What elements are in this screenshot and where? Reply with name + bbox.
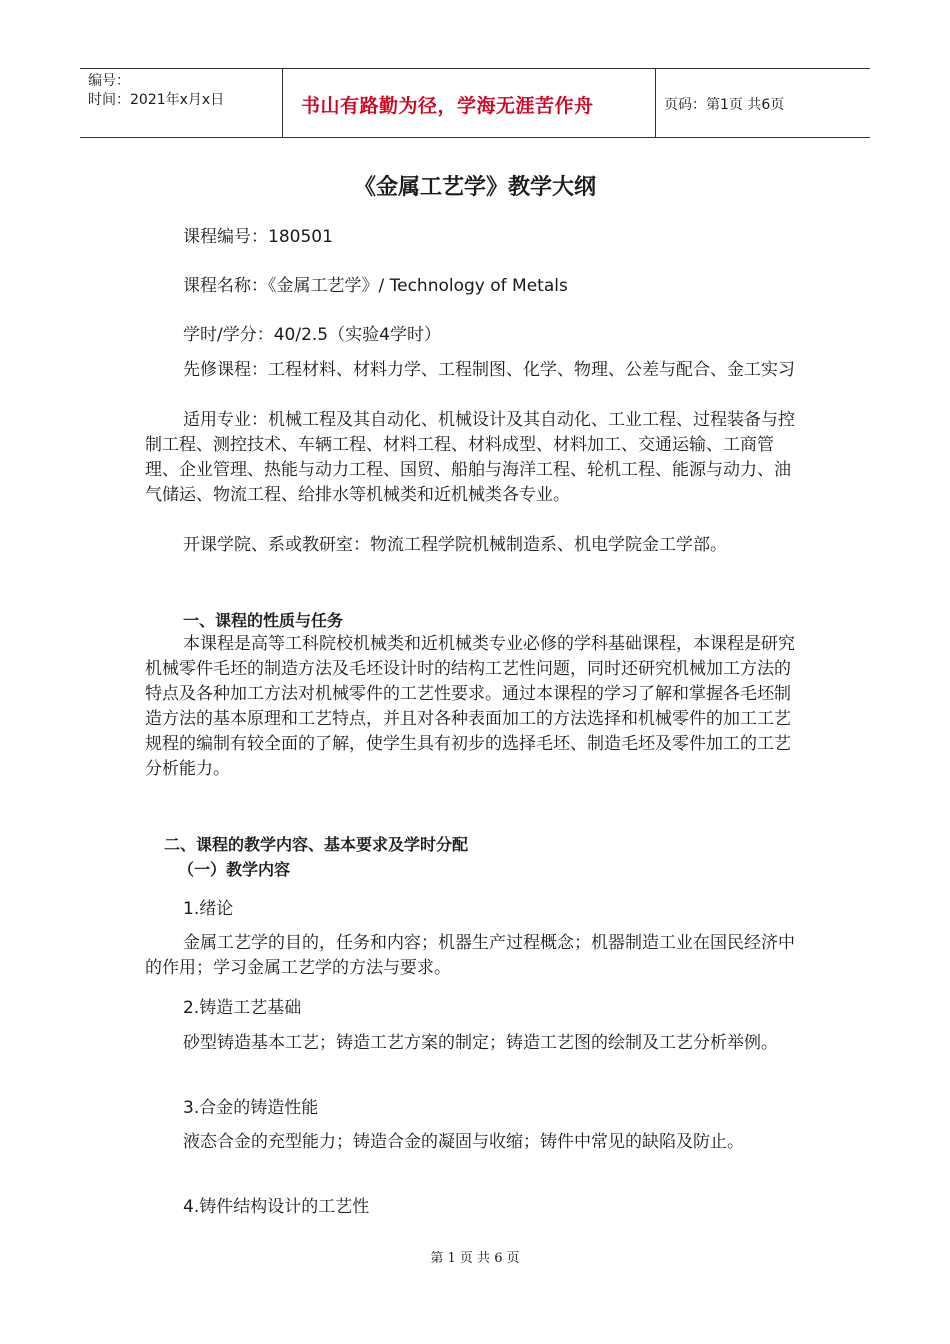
item-body: 砂型铸造基本工艺；铸造工艺方案的制定；铸造工艺图的绘制及工艺分析举例。 bbox=[183, 1033, 778, 1053]
item-title: 1.绪论 bbox=[183, 899, 234, 919]
document-title: 《金属工艺学》教学大纲 bbox=[353, 175, 596, 200]
header-page-cell bbox=[654, 69, 870, 137]
page-footer: 第 1 页 共 6 页 bbox=[430, 1251, 520, 1266]
course-name: 课程名称：《金属工艺学》/ Technology of Metals bbox=[183, 276, 568, 296]
section2-heading: 二、课程的教学内容、基本要求及学时分配 bbox=[164, 835, 469, 854]
number-label: 编号： bbox=[88, 73, 130, 89]
hours-credits: 学时/学分：40/2.5（实验4学时） bbox=[183, 325, 441, 345]
course-code: 课程编号：180501 bbox=[183, 227, 333, 247]
item-title: 4.铸件结构设计的工艺性 bbox=[183, 1197, 370, 1217]
applicable-majors: 适用专业：机械工程及其自动化、机械设计及其自动化、工业工程、过程装备与控制工程、测控技术、车辆工程、材料工程、材料成型、材料加工、交通运输、工商管理、企业管理、热能与动力工程、国贸、船舶与海洋工程、轮机工程、能源与动力、油气储运、物流工程、给排水等机械类和近机械类各专业。 bbox=[145, 410, 795, 505]
department: 开课学院、系或教研室：物流工程学院机械制造系、机电学院金工学部。 bbox=[183, 535, 727, 555]
item-title: 3.合金的铸造性能 bbox=[183, 1098, 319, 1118]
item-body: 金属工艺学的目的，任务和内容；机器生产过程概念；机器制造工业在国民经济中的作用；学习金属工艺学的方法与要求。 bbox=[145, 933, 795, 978]
header-info bbox=[80, 69, 282, 137]
page-info: 页码：第1页 共6页 bbox=[664, 97, 785, 113]
item-body: 液态合金的充型能力；铸造合金的凝固与收缩；铸件中常见的缺陷及防止。 bbox=[183, 1132, 744, 1152]
subsection-heading: （一）教学内容 bbox=[178, 860, 291, 879]
prerequisites: 先修课程：工程材料、材料力学、工程制图、化学、物理、公差与配合、金工实习 bbox=[183, 360, 795, 380]
page-header bbox=[80, 68, 870, 138]
item-title: 2.铸造工艺基础 bbox=[183, 998, 302, 1018]
section1-heading: 一、课程的性质与任务 bbox=[183, 611, 344, 630]
section1-body: 本课程是高等工科院校机械类和近机械类专业必修的学科基础课程，本课程是研究机械零件毛坯的制造方法及毛坯设计时的结构工艺性问题，同时还研究机械加工方法的特点及各种加工方法对机械零件的工艺性要求。通过本课程的学习了解和掌握各毛坯制造方法的基本原理和工艺特点，并且对各种表面加工的方法选择和机械零件的加工工艺规程的编制有较全面的了解，使学生具有初步的选择毛坯、制造毛坯及零件加工的工艺分析能力。 bbox=[145, 634, 795, 779]
header-motto-cell bbox=[282, 69, 656, 137]
motto: 书山有路勤为径，学海无涯苦作舟 bbox=[301, 95, 594, 117]
time-label: 时间：2021年x月x日 bbox=[88, 92, 225, 108]
